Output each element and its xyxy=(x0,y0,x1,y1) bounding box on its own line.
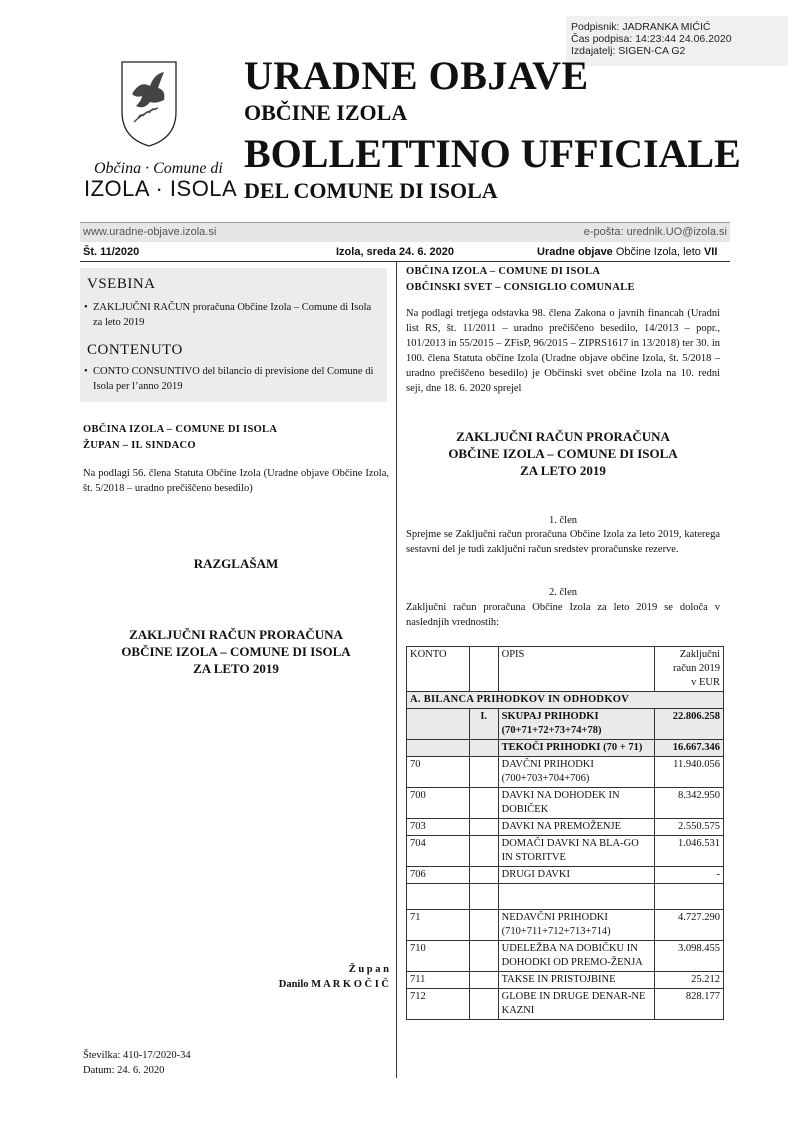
cell-opis: UDELEŽBA NA DOBIČKU IN DOHODKI OD PREMO-ŽENJA xyxy=(498,941,655,972)
cell-roman xyxy=(469,884,498,910)
table-row xyxy=(407,972,724,989)
cell-roman xyxy=(469,941,498,972)
table-header-row xyxy=(407,647,724,692)
municipal-crest-icon xyxy=(120,60,178,148)
issue-publication xyxy=(537,246,717,258)
cell-roman xyxy=(469,972,498,989)
left-org-line2: ŽUPAN – IL SINDACO xyxy=(83,440,196,451)
toc-item-sl-text: ZAKLJUČNI RAČUN proračuna Občine Izola – Comune di Isola za leto 2019 xyxy=(93,302,372,328)
cell-konto xyxy=(407,884,470,910)
cell-value: 1.046.531 xyxy=(655,836,724,867)
cell-roman xyxy=(469,910,498,941)
left-document-title xyxy=(83,626,389,677)
cell-value xyxy=(655,884,724,910)
table-row xyxy=(407,740,724,757)
cell-konto xyxy=(407,740,470,757)
toc-item-sl[interactable] xyxy=(84,300,380,330)
table-row xyxy=(407,910,724,941)
cell-value: 22.806.258 xyxy=(655,709,724,740)
right-preamble: Na podlagi tretjega odstavka 98. člena Zakona o javnih financah (Uradni list RS, št. 11/2011 – uradno prečiščeno besedilo, 14/2013 – popr., 101/2013 in 55/2015 – ZFisP, 96/2015 – ZIPRS1617 in 13/2018) ter 30. in 100. člena Statuta občine Izola (Uradne objave občine Izola, št. 5/2018 – uradno prečiščeno besedilo) je Občinski svet občine Izola na 10. redni seji, dne 18. 6. 2020 sprejel xyxy=(406,308,720,394)
crest-caption-town: IZOLA · ISOLA xyxy=(84,176,238,201)
cell-konto: 71 xyxy=(407,910,470,941)
cell-konto: 700 xyxy=(407,788,470,819)
cell-konto xyxy=(407,709,470,740)
contact-bar xyxy=(80,222,730,242)
cell-opis: GLOBE IN DRUGE DENAR-NE KAZNI xyxy=(498,989,655,1020)
table-row xyxy=(407,867,724,884)
cell-konto: 712 xyxy=(407,989,470,1020)
cell-value: 828.177 xyxy=(655,989,724,1020)
cell-value: 4.727.290 xyxy=(655,910,724,941)
right-document-title xyxy=(406,428,720,479)
mayor-title: Ž u p a n xyxy=(348,964,389,975)
left-org-line1: OBČINA IZOLA – COMUNE DI ISOLA xyxy=(83,424,278,435)
cell-konto: 710 xyxy=(407,941,470,972)
table-row xyxy=(407,757,724,788)
issue-number-text: Št. 11/2020 xyxy=(83,246,140,258)
cell-value: 2.550.575 xyxy=(655,819,724,836)
cell-roman xyxy=(469,788,498,819)
cell-konto: 703 xyxy=(407,819,470,836)
header-opis: OPIS xyxy=(498,647,655,692)
article-1-text: Sprejme se Zaključni račun proračuna Občine Izola za leto 2019, katerega sestavni del je tudi zaključni račun sredstev proračunske rezerve. xyxy=(406,529,720,555)
cell-roman xyxy=(469,757,498,788)
table-row xyxy=(407,788,724,819)
masthead-title-it: BOLLETTINO UFFICIALE xyxy=(244,131,741,176)
section-title: A. BILANCA PRIHODKOV IN ODHODKOV xyxy=(407,692,724,709)
masthead-subtitle-sl: OBČINE IZOLA xyxy=(244,100,408,125)
cell-value: 8.342.950 xyxy=(655,788,724,819)
cell-roman xyxy=(469,867,498,884)
cell-roman xyxy=(469,989,498,1020)
email-link[interactable]: e-pošta: urednik.UO@izola.si xyxy=(583,226,727,238)
article-2-heading: 2. člen xyxy=(549,587,577,598)
cell-value: 3.098.455 xyxy=(655,941,724,972)
left-title-line1: ZAKLJUČNI RAČUN PRORAČUNA xyxy=(129,627,343,642)
header-value-line3: v EUR xyxy=(691,677,720,688)
bullet-icon: • xyxy=(84,366,88,377)
column-divider xyxy=(396,262,397,1078)
table-row xyxy=(407,836,724,867)
table-row xyxy=(407,819,724,836)
cell-konto: 711 xyxy=(407,972,470,989)
document-date: Datum: 24. 6. 2020 xyxy=(83,1065,165,1076)
cell-opis: TEKOČI PRIHODKI (70 + 71) xyxy=(498,740,655,757)
issue-number xyxy=(83,246,139,258)
toc-item-it[interactable] xyxy=(84,364,380,394)
left-title-line3: ZA LETO 2019 xyxy=(193,661,279,676)
cell-roman xyxy=(469,819,498,836)
issue-year: VII xyxy=(703,246,718,258)
cell-value: 25.212 xyxy=(655,972,724,989)
header-value-line2: račun 2019 xyxy=(673,663,720,674)
signature-time: Čas podpisa: 14:23:44 24.06.2020 xyxy=(571,33,732,45)
cell-roman xyxy=(469,740,498,757)
signature-issuer: Izdajatelj: SIGEN-CA G2 xyxy=(571,45,686,57)
table-of-contents xyxy=(80,268,387,402)
header-konto: KONTO xyxy=(407,647,470,692)
cell-roman xyxy=(469,836,498,867)
issue-pub-rest: Občine Izola, leto xyxy=(615,246,701,258)
cell-opis: DOMAČI DAVKI NA BLA-GO IN STORITVE xyxy=(498,836,655,867)
header-value-line1: Zaključni xyxy=(679,649,720,660)
digital-signature-box xyxy=(566,16,788,66)
masthead-title-sl: URADNE OBJAVE xyxy=(244,53,589,98)
mayor-name: Danilo M A R K O Č I Č xyxy=(278,979,389,990)
cell-value: - xyxy=(655,867,724,884)
cell-value: 11.940.056 xyxy=(655,757,724,788)
toc-heading-sl: VSEBINA xyxy=(87,276,156,292)
crest-caption-municipality: Občina · Comune di xyxy=(94,160,223,177)
cell-value: 16.667.346 xyxy=(655,740,724,757)
cell-opis: SKUPAJ PRIHODKI (70+71+72+73+74+78) xyxy=(498,709,655,740)
table-row xyxy=(407,941,724,972)
cell-opis: DAVKI NA DOHODEK IN DOBIČEK xyxy=(498,788,655,819)
left-title-line2: OBČINE IZOLA – COMUNE DI ISOLA xyxy=(121,644,351,659)
table-section-row xyxy=(407,692,724,709)
left-legal-basis: Na podlagi 56. člena Statuta Občine Izola (Uradne objave Občine Izola, št. 5/2018 – uradno prečiščeno besedilo) xyxy=(83,468,389,494)
signature-signer: Podpisnik: JADRANKA MIĆIĆ xyxy=(571,21,711,33)
left-proclaim: RAZGLAŠAM xyxy=(193,556,279,571)
right-title-line3: ZA LETO 2019 xyxy=(520,463,606,478)
website-link[interactable]: www.uradne-objave.izola.si xyxy=(83,226,217,238)
masthead-subtitle-it: DEL COMUNE DI ISOLA xyxy=(244,178,498,203)
cell-konto: 70 xyxy=(407,757,470,788)
cell-opis: NEDAVČNI PRIHODKI (710+711+712+713+714) xyxy=(498,910,655,941)
cell-opis xyxy=(498,884,655,910)
right-title-line2: OBČINE IZOLA – COMUNE DI ISOLA xyxy=(448,446,678,461)
final-account-table xyxy=(406,646,724,1020)
cell-opis: DRUGI DAVKI xyxy=(498,867,655,884)
toc-heading-it: CONTENUTO xyxy=(87,342,183,358)
cell-konto: 706 xyxy=(407,867,470,884)
article-1-heading: 1. člen xyxy=(549,515,577,526)
cell-opis: DAVČNI PRIHODKI (700+703+704+706) xyxy=(498,757,655,788)
table-row xyxy=(407,989,724,1020)
cell-roman: I. xyxy=(469,709,498,740)
right-org-line1: OBČINA IZOLA – COMUNE DI ISOLA xyxy=(406,266,601,277)
toc-item-it-text: CONTO CONSUNTIVO del bilancio di previsione del Comune di Isola per l’anno 2019 xyxy=(93,366,374,392)
document-number: Številka: 410-17/2020-34 xyxy=(83,1050,191,1061)
right-org-line2: OBČINSKI SVET – CONSIGLIO COMUNALE xyxy=(406,282,635,293)
header-value xyxy=(655,647,724,692)
header-divider xyxy=(80,261,730,262)
bullet-icon: • xyxy=(84,302,88,313)
table-row xyxy=(407,709,724,740)
right-title-line1: ZAKLJUČNI RAČUN PRORAČUNA xyxy=(456,429,670,444)
cell-opis: DAVKI NA PREMOŽENJE xyxy=(498,819,655,836)
table-row-spacer xyxy=(407,884,724,910)
header-blank xyxy=(469,647,498,692)
cell-opis: TAKSE IN PRISTOJBINE xyxy=(498,972,655,989)
cell-konto: 704 xyxy=(407,836,470,867)
issue-place-date: Izola, sreda 24. 6. 2020 xyxy=(336,246,455,258)
article-2-text: Zaključni račun proračuna Občine Izola za leto 2019 se določa v naslednjih vrednostih: xyxy=(406,602,720,628)
issue-pub-label: Uradne objave xyxy=(537,246,613,258)
